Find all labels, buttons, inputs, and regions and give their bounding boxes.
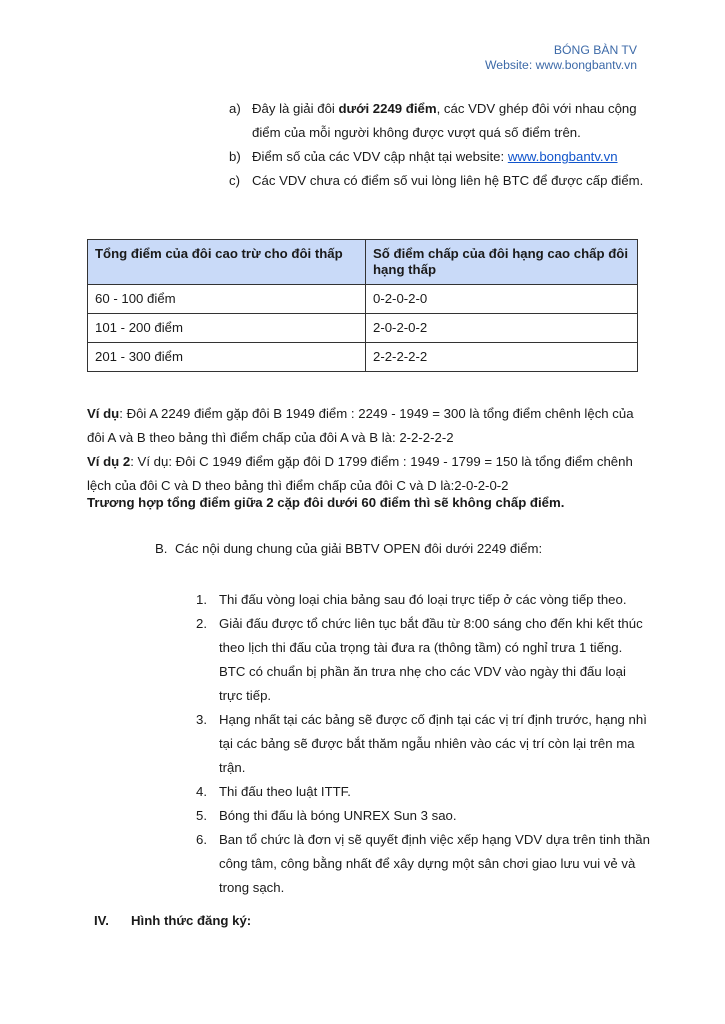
list-text: Giải đấu được tổ chức liên tục bắt đầu từ 8:00 sáng cho đến khi kết thúc theo lịch thi đấu của trọng tài đưa ra (thông tầm) có nghỉ trưa 1 tiếng. BTC có chuẩn bị phần ăn trưa nhẹ cho các VDV vào ngày thi đấu loại trực tiếp. (219, 616, 643, 703)
table-header-cell: Số điểm chấp của đôi hạng cao chấp đôi hạng thấp (366, 240, 638, 285)
list-text: Thi đấu vòng loại chia bảng sau đó loại trực tiếp ở các vòng tiếp theo. (219, 592, 627, 607)
text-pre: Đây là giải đôi (252, 101, 339, 116)
list-number: 3. (196, 712, 207, 727)
example-1 (87, 402, 647, 450)
list-item (196, 708, 651, 780)
rules-list (196, 588, 651, 900)
list-item (196, 588, 651, 612)
list-label: a) (229, 101, 241, 116)
table-cell: 2-2-2-2-2 (366, 343, 638, 372)
list-text: Bóng thi đấu là bóng UNREX Sun 3 sao. (219, 808, 457, 823)
list-item (196, 804, 651, 828)
list-item (196, 780, 651, 804)
list-item-a (229, 97, 649, 145)
table-header-cell: Tổng điểm của đôi cao trừ cho đôi thấp (88, 240, 366, 285)
list-text: Ban tổ chức là đơn vị sẽ quyết định việc xếp hạng VDV dựa trên tinh thần công tâm, công bằng nhất để xây dựng một sân chơi giao lưu vui vẻ và trong sạch. (219, 832, 650, 895)
table-cell: 2-0-2-0-2 (366, 314, 638, 343)
list-label: b) (229, 149, 241, 164)
list-text: Các VDV chưa có điểm số vui lòng liên hệ BTC để được cấp điểm. (252, 173, 644, 188)
list-number: 1. (196, 592, 207, 607)
example-label: Ví dụ (87, 406, 120, 421)
table-row (88, 285, 638, 314)
list-text: Thi đấu theo luật ITTF. (219, 784, 351, 799)
list-item-b (229, 145, 649, 169)
table-cell: 101 - 200 điểm (88, 314, 366, 343)
table-cell: 201 - 300 điểm (88, 343, 366, 372)
website-link[interactable]: www.bongbantv.vn (507, 149, 618, 164)
header-brand: BÓNG BÀN TV (553, 43, 637, 57)
header-website: Website: www.bongbantv.vn (485, 58, 637, 72)
section-b-heading (155, 541, 542, 556)
example-2 (87, 450, 647, 498)
list-item (196, 612, 651, 708)
list-item (196, 828, 651, 900)
text-post: , các VDV ghép đôi với nhau cộng điểm của mỗi người không được vượt quá số điểm trên. (252, 101, 637, 140)
examples (87, 402, 647, 498)
no-handicap-note: Trương hợp tổng điểm giữa 2 cặp đôi dưới 60 điểm thì sẽ không chấp điểm. (87, 495, 565, 510)
list-text (252, 145, 618, 169)
table-header-row (88, 240, 638, 285)
example-text: : Ví dụ: Đôi C 1949 điểm gặp đôi D 1799 điểm : 1949 - 1799 = 150 là tổng điểm chênh lệch của đôi C và D theo bảng thì điểm chấp của đôi C và D là:2-0-2-0-2 (87, 454, 633, 493)
section-iv-heading (94, 913, 251, 928)
example-label: Ví dụ 2 (87, 454, 131, 469)
table-cell: 0-2-0-2-0 (366, 285, 638, 314)
text-pre: Điểm số của các VDV cập nhật tại website: (252, 149, 508, 164)
section-label: IV. (94, 913, 109, 928)
text-bold: dưới 2249 điểm (338, 101, 437, 116)
section-title: Các nội dung chung của giải BBTV OPEN đôi dưới 2249 điểm: (175, 541, 543, 556)
section-title: Hình thức đăng ký: (131, 913, 252, 928)
list-text (252, 97, 649, 145)
list-number: 6. (196, 832, 207, 847)
section-label: B. (155, 541, 168, 556)
list-number: 4. (196, 784, 207, 799)
list-text: Hạng nhất tại các bảng sẽ được cố định tại các vị trí định trước, hạng nhì tại các bảng sẽ được bắt thăm ngẫu nhiên vào các vị trí còn lại trên ma trận. (219, 712, 647, 775)
list-label: c) (229, 173, 240, 188)
handicap-table (87, 239, 638, 372)
page-header (485, 43, 637, 73)
list-number: 5. (196, 808, 207, 823)
list-number: 2. (196, 616, 207, 631)
example-text: : Đôi A 2249 điểm gặp đôi B 1949 điểm : 2249 - 1949 = 300 là tổng điểm chênh lệch của đôi A và B theo bảng thì điểm chấp của đôi A và B là: 2-2-2-2-2 (87, 406, 634, 445)
lettered-list (229, 97, 649, 193)
table-row (88, 314, 638, 343)
table-cell: 60 - 100 điểm (88, 285, 366, 314)
table-row (88, 343, 638, 372)
list-item-c (229, 169, 649, 193)
